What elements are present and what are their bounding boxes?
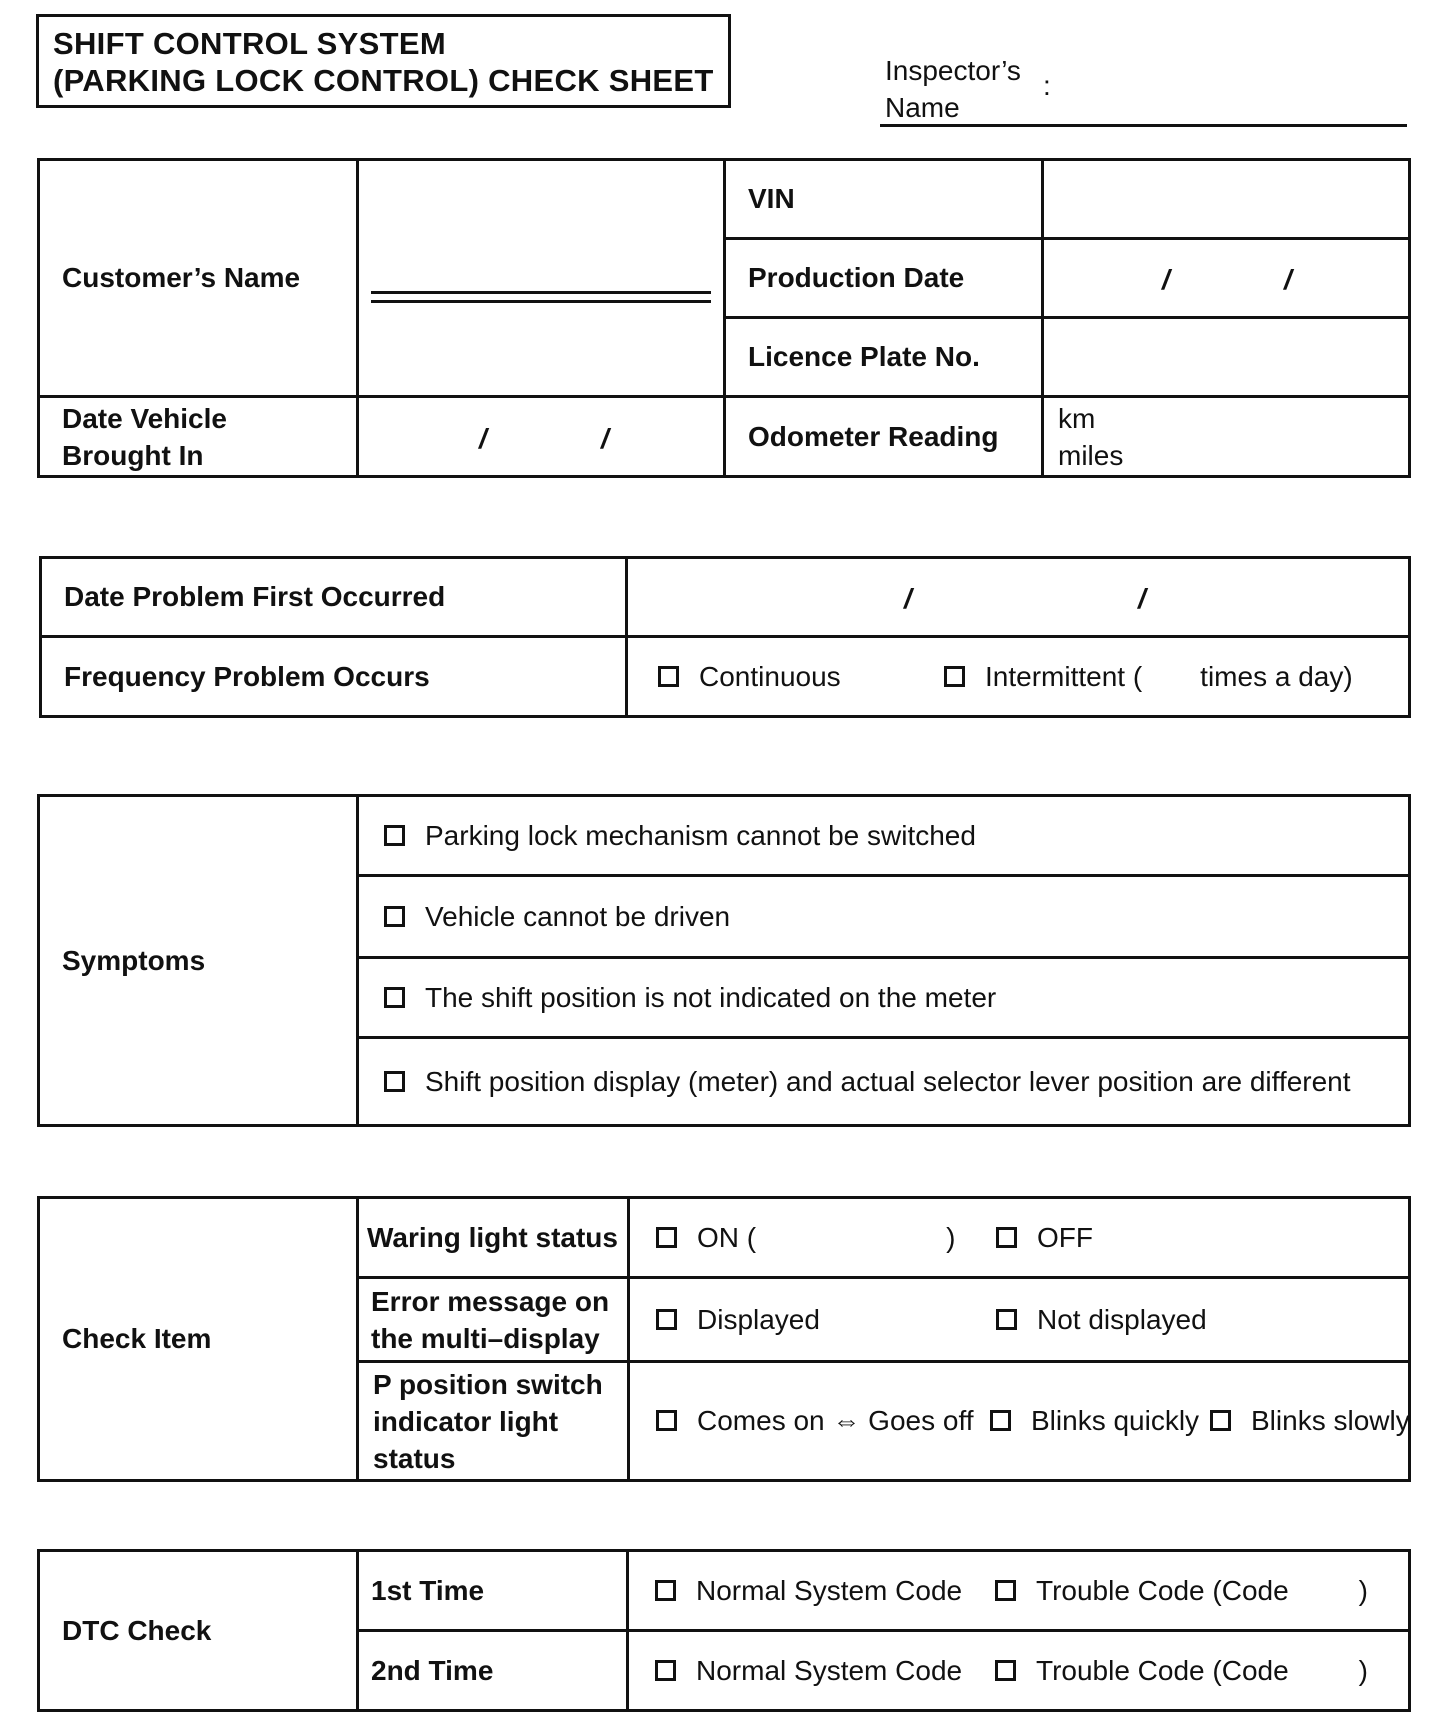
symptom-item[interactable]: Shift position display (meter) and actual selector lever position are different [358, 1038, 1410, 1126]
date-brought-in-field[interactable] [358, 397, 725, 477]
date-separator: / [1138, 583, 1146, 614]
option-continuous[interactable]: Continuous [658, 661, 944, 693]
option-displayed[interactable]: Displayed [656, 1304, 996, 1336]
dtc-first-time-options [628, 1551, 1410, 1631]
odometer-label: Odometer Reading [725, 397, 1043, 477]
check-item-table [37, 1196, 1411, 1482]
customer-name-field[interactable] [358, 160, 725, 397]
option-on[interactable]: ON ( ) [656, 1222, 996, 1254]
date-separator: / [904, 583, 912, 614]
checkbox[interactable] [996, 1309, 1017, 1330]
symptom-item[interactable]: Parking lock mechanism cannot be switched [358, 796, 1410, 876]
date-brought-in-label: Date Vehicle Brought In [39, 397, 358, 477]
dtc-check-table [37, 1549, 1411, 1712]
check-item-label: Check Item [39, 1198, 358, 1481]
customer-name-label: Customer’s Name [39, 160, 358, 397]
symptom-item[interactable]: The shift position is not indicated on the meter [358, 958, 1410, 1038]
problem-occurrence-table [39, 556, 1411, 718]
unit-miles: miles [1058, 439, 1124, 471]
double-underline [371, 291, 711, 303]
symptoms-table [37, 794, 1411, 1127]
option-normal-system-code[interactable]: Normal System Code [655, 1655, 995, 1687]
date-separator: / [601, 423, 609, 454]
option-blinks-slowly[interactable]: Blinks slowly [1210, 1405, 1410, 1437]
checkbox[interactable] [996, 1227, 1017, 1248]
dtc-first-time-label: 1st Time [358, 1551, 628, 1631]
licence-plate-label: Licence Plate No. [725, 318, 1043, 397]
option-not-displayed[interactable]: Not displayed [996, 1304, 1207, 1336]
symptoms-label: Symptoms [39, 796, 358, 1126]
date-first-occurred-field[interactable] [627, 558, 1410, 637]
dtc-check-label: DTC Check [39, 1551, 358, 1711]
title-line-1: SHIFT CONTROL SYSTEM [53, 26, 446, 61]
vin-label: VIN [725, 160, 1043, 239]
p-switch-indicator-label: P position switch indicator light status [358, 1362, 629, 1481]
inspector-name-field[interactable] [880, 124, 1407, 127]
frequency-label: Frequency Problem Occurs [41, 637, 627, 717]
licence-plate-field[interactable] [1043, 318, 1410, 397]
checkbox[interactable] [944, 666, 965, 687]
vehicle-info-table [37, 158, 1411, 478]
symptom-item[interactable]: Vehicle cannot be driven [358, 876, 1410, 958]
option-normal-system-code[interactable]: Normal System Code [655, 1575, 995, 1607]
date-separator: / [1162, 264, 1170, 295]
checkbox[interactable] [655, 1580, 676, 1601]
checkbox[interactable] [658, 666, 679, 687]
checkbox[interactable] [384, 906, 405, 927]
option-intermittent[interactable]: Intermittent ( times a day) [944, 661, 1353, 693]
checkbox[interactable] [995, 1580, 1016, 1601]
checkbox[interactable] [656, 1227, 677, 1248]
check-sheet-title [36, 14, 731, 108]
odometer-field[interactable] [1043, 397, 1410, 477]
checkbox[interactable] [384, 987, 405, 1008]
option-blinks-quickly[interactable]: Blinks quickly [990, 1405, 1210, 1437]
date-separator: / [479, 423, 487, 454]
error-message-label: Error message on the multi–display [358, 1278, 629, 1362]
date-separator: / [1284, 264, 1292, 295]
checkbox[interactable] [990, 1410, 1011, 1431]
option-trouble-code[interactable]: Trouble Code (Code ) [995, 1575, 1368, 1607]
unit-km: km [1058, 402, 1096, 434]
checkbox[interactable] [384, 1071, 405, 1092]
warning-light-label: Waring light status [358, 1198, 629, 1278]
checkbox[interactable] [384, 825, 405, 846]
p-switch-indicator-options [629, 1362, 1410, 1481]
checkbox[interactable] [656, 1309, 677, 1330]
inspector-name-label: Inspector’s Name [885, 55, 1021, 123]
option-comes-on-goes-off[interactable]: Comes on ⇔ Goes off [656, 1405, 990, 1437]
inspector-colon: : [1043, 70, 1051, 101]
title-line-2: (PARKING LOCK CONTROL) CHECK SHEET [53, 63, 714, 98]
checkbox[interactable] [1210, 1410, 1231, 1431]
production-date-label: Production Date [725, 239, 1043, 318]
option-off[interactable]: OFF [996, 1222, 1093, 1254]
checkbox[interactable] [995, 1660, 1016, 1681]
dtc-second-time-options [628, 1631, 1410, 1711]
dtc-second-time-label: 2nd Time [358, 1631, 628, 1711]
vin-field[interactable] [1043, 160, 1410, 239]
checkbox[interactable] [655, 1660, 676, 1681]
warning-light-options [629, 1198, 1410, 1278]
production-date-field[interactable] [1043, 239, 1410, 318]
option-trouble-code[interactable]: Trouble Code (Code ) [995, 1655, 1368, 1687]
error-message-options [629, 1278, 1410, 1362]
frequency-options [627, 637, 1410, 717]
date-first-occurred-label: Date Problem First Occurred [41, 558, 627, 637]
checkbox[interactable] [656, 1410, 677, 1431]
